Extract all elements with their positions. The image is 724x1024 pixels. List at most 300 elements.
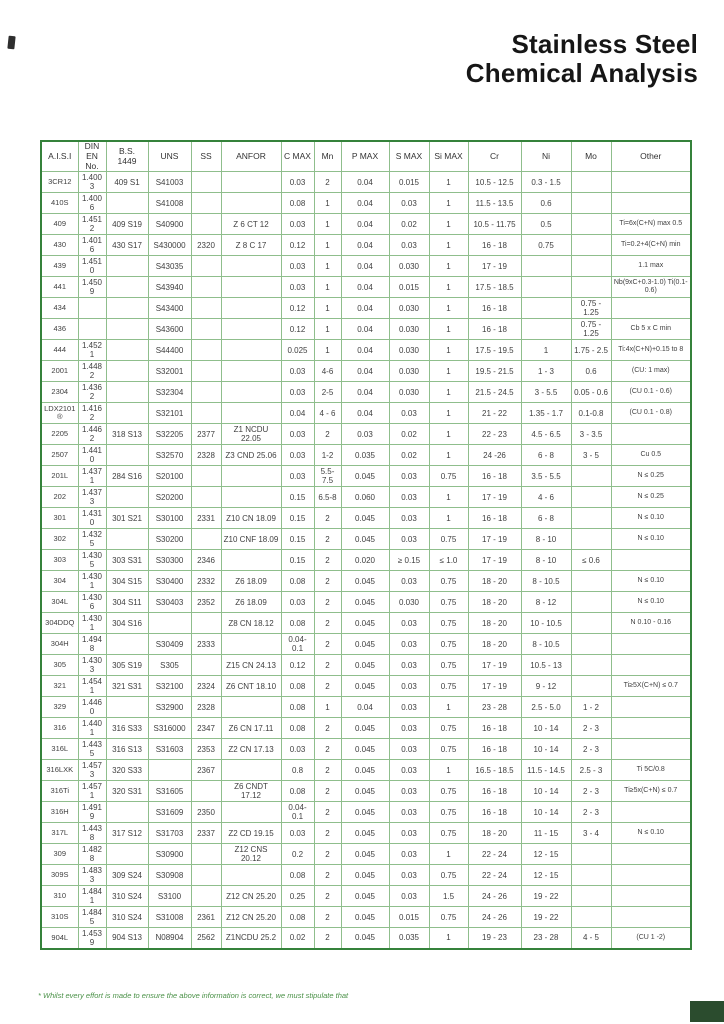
table-cell: 0.03 [389, 655, 429, 676]
table-cell: 0.04 [341, 256, 389, 277]
table-cell: 1.4371 [78, 466, 106, 487]
table-cell [191, 466, 221, 487]
table-cell: 2333 [191, 634, 221, 655]
table-row [41, 403, 691, 424]
table-cell: 8 - 10 [521, 550, 571, 571]
table-cell: 304DDQ [41, 613, 78, 634]
table-cell: 0.08 [281, 193, 314, 214]
table-cell: (CU 0.1 - 0.8) [611, 403, 691, 424]
table-cell: Ti≥5x(C+N) ≤ 0.7 [611, 781, 691, 802]
table-cell: S32570 [148, 445, 191, 466]
table-cell: 1.4305 [78, 550, 106, 571]
table-cell [611, 193, 691, 214]
table-cell: S30200 [148, 529, 191, 550]
table-cell: Z 8 C 17 [221, 235, 281, 256]
table-cell: Z12 CN 25.20 [221, 886, 281, 907]
table-cell: 1.4462 [78, 424, 106, 445]
table-cell: 8 - 12 [521, 592, 571, 613]
page-title [466, 30, 698, 88]
scan-registration-mark [7, 36, 15, 50]
table-cell: 2 [314, 802, 341, 823]
table-cell: 24 - 26 [468, 907, 521, 928]
table-cell: 4 - 5 [571, 928, 611, 949]
column-header: S MAX [389, 141, 429, 172]
table-cell: 0.08 [281, 697, 314, 718]
table-cell: 4 - 6 [314, 403, 341, 424]
page-title-line1: Stainless Steel [511, 29, 698, 59]
table-cell [571, 508, 611, 529]
table-cell: 0.015 [389, 907, 429, 928]
column-header: Cr [468, 141, 521, 172]
table-cell: 0.6 [521, 193, 571, 214]
table-cell: 0.045 [341, 613, 389, 634]
table-cell [106, 298, 148, 319]
table-cell: 16 - 18 [468, 319, 521, 340]
table-cell: 301 S21 [106, 508, 148, 529]
table-cell: 0.03 [389, 676, 429, 697]
table-cell [571, 907, 611, 928]
table-cell [191, 214, 221, 235]
table-cell: 1 [429, 760, 468, 781]
table-cell: 2 [314, 571, 341, 592]
table-cell: 2331 [191, 508, 221, 529]
table-cell: 0.04 [341, 235, 389, 256]
table-cell: 0.045 [341, 718, 389, 739]
table-cell [611, 718, 691, 739]
table-cell: 0.03 [389, 487, 429, 508]
table-cell: 0.75 [429, 865, 468, 886]
table-cell: Z8 CN 18.12 [221, 613, 281, 634]
table-cell: 0.045 [341, 865, 389, 886]
table-cell: 1.4003 [78, 172, 106, 193]
table-cell: S43600 [148, 319, 191, 340]
table-cell: 2 [314, 928, 341, 949]
table-cell: 409 S19 [106, 214, 148, 235]
table-cell: 2 [314, 613, 341, 634]
column-header: Mn [314, 141, 341, 172]
table-cell: 0.04 [341, 697, 389, 718]
table-cell: 329 [41, 697, 78, 718]
table-cell [571, 172, 611, 193]
table-row [41, 571, 691, 592]
table-cell: S31008 [148, 907, 191, 928]
table-body [41, 172, 691, 949]
table-cell: 0.03 [341, 424, 389, 445]
table-cell: S430000 [148, 235, 191, 256]
table-cell: 305 S19 [106, 655, 148, 676]
table-cell: 1.4310 [78, 508, 106, 529]
table-cell: 434 [41, 298, 78, 319]
table-cell: 1 [521, 340, 571, 361]
table-cell: 1 [429, 235, 468, 256]
table-row [41, 235, 691, 256]
column-header: SS [191, 141, 221, 172]
table-cell [106, 361, 148, 382]
table-cell: 2 [314, 424, 341, 445]
table-cell: 1.4521 [78, 340, 106, 361]
table-cell: 10 - 14 [521, 718, 571, 739]
table-cell: 6.5-8 [314, 487, 341, 508]
table-row [41, 550, 691, 571]
table-cell: 304 S16 [106, 613, 148, 634]
table-cell: 0.25 [281, 886, 314, 907]
table-cell: (CU 0.1 - 0.6) [611, 382, 691, 403]
table-cell: 0.045 [341, 907, 389, 928]
table-cell: 1.4841 [78, 886, 106, 907]
table-cell [571, 865, 611, 886]
table-cell: 2328 [191, 697, 221, 718]
table-cell: N ≤ 0.10 [611, 571, 691, 592]
table-cell [611, 802, 691, 823]
table-cell [191, 865, 221, 886]
table-cell: 10 - 14 [521, 802, 571, 823]
table-cell: 16 - 18 [468, 781, 521, 802]
table-cell: 0.15 [281, 529, 314, 550]
table-cell: 409 [41, 214, 78, 235]
table-cell: 1.4325 [78, 529, 106, 550]
table-cell: 0.030 [389, 340, 429, 361]
table-cell: 0.04-0.1 [281, 802, 314, 823]
table-cell: S31605 [148, 781, 191, 802]
column-header: Other [611, 141, 691, 172]
table-cell: 0.045 [341, 529, 389, 550]
table-cell: Ti:4x(C+N)+0.15 to 8 [611, 340, 691, 361]
table-cell [191, 193, 221, 214]
table-cell: 2 [314, 781, 341, 802]
table-row [41, 193, 691, 214]
table-cell: 1.4539 [78, 928, 106, 949]
table-cell: 316LXK [41, 760, 78, 781]
table-cell: 1 [429, 277, 468, 298]
table-cell: 18 - 20 [468, 592, 521, 613]
table-cell: 5.5-7.5 [314, 466, 341, 487]
column-header: UNS [148, 141, 191, 172]
table-cell: 1 [314, 235, 341, 256]
table-cell: 0.03 [281, 172, 314, 193]
table-cell: Z1 NCDU 22.05 [221, 424, 281, 445]
table-cell: 17 - 19 [468, 256, 521, 277]
table-cell: 21.5 - 24.5 [468, 382, 521, 403]
table-cell [611, 886, 691, 907]
table-cell [106, 319, 148, 340]
table-cell: 317L [41, 823, 78, 844]
table-cell: 16 - 18 [468, 466, 521, 487]
table-cell: 1.4303 [78, 655, 106, 676]
table-cell [571, 235, 611, 256]
table-cell: 0.045 [341, 928, 389, 949]
table-cell: 409 S1 [106, 172, 148, 193]
table-cell: 0.03 [389, 571, 429, 592]
table-cell: 1.5 [429, 886, 468, 907]
table-cell: 1 [314, 193, 341, 214]
column-header: A.I.S.I [41, 141, 78, 172]
table-cell: 1 [314, 256, 341, 277]
table-cell: 2377 [191, 424, 221, 445]
table-cell: 2324 [191, 676, 221, 697]
table-cell: 0.035 [341, 445, 389, 466]
table-cell [191, 172, 221, 193]
table-cell: 22 - 24 [468, 865, 521, 886]
table-cell: Z12 CNS 20.12 [221, 844, 281, 865]
table-cell [106, 487, 148, 508]
table-cell: Z3 CND 25.06 [221, 445, 281, 466]
table-cell: 0.75 [429, 676, 468, 697]
table-cell: 430 S17 [106, 235, 148, 256]
table-cell: 1.4828 [78, 844, 106, 865]
table-cell: 316 S13 [106, 739, 148, 760]
table-cell: 284 S16 [106, 466, 148, 487]
table-cell: 1.4301 [78, 613, 106, 634]
table-cell [191, 256, 221, 277]
table-row [41, 781, 691, 802]
table-cell: 1-2 [314, 445, 341, 466]
table-cell: 19 - 22 [521, 886, 571, 907]
table-cell [221, 193, 281, 214]
table-cell: S30400 [148, 571, 191, 592]
table-cell: 1.35 - 1.7 [521, 403, 571, 424]
table-cell: S30100 [148, 508, 191, 529]
table-cell: 439 [41, 256, 78, 277]
table-cell: 2347 [191, 718, 221, 739]
table-cell: 0.75 [429, 613, 468, 634]
table-cell [521, 298, 571, 319]
table-cell: 11.5 - 13.5 [468, 193, 521, 214]
table-cell [611, 550, 691, 571]
table-cell [571, 886, 611, 907]
table-cell: 316 [41, 718, 78, 739]
table-cell: 0.6 [571, 361, 611, 382]
table-cell [611, 655, 691, 676]
table-cell: 2350 [191, 802, 221, 823]
table-cell [191, 277, 221, 298]
table-cell: 2205 [41, 424, 78, 445]
table-cell: 2 [314, 907, 341, 928]
table-cell: 10.5 - 12.5 [468, 172, 521, 193]
table-cell: N ≤ 0.10 [611, 529, 691, 550]
table-cell [571, 529, 611, 550]
table-cell [221, 256, 281, 277]
table-cell: 0.045 [341, 508, 389, 529]
table-cell: S3100 [148, 886, 191, 907]
table-cell: 2 [314, 550, 341, 571]
table-cell: 1.4510 [78, 256, 106, 277]
table-cell: S31609 [148, 802, 191, 823]
column-header: C MAX [281, 141, 314, 172]
table-cell: 0.020 [341, 550, 389, 571]
table-cell [221, 697, 281, 718]
table-cell: 0.045 [341, 844, 389, 865]
table-cell: 18 - 20 [468, 571, 521, 592]
table-cell: 1.4006 [78, 193, 106, 214]
table-row [41, 865, 691, 886]
table-cell: ≥ 0.15 [389, 550, 429, 571]
table-cell: LDX2101® [41, 403, 78, 424]
table-cell: 310 S24 [106, 886, 148, 907]
table-cell: 2 [314, 823, 341, 844]
table-cell [571, 634, 611, 655]
table-row [41, 697, 691, 718]
table-cell: 0.03 [281, 739, 314, 760]
table-cell: 0.75 [429, 802, 468, 823]
table-cell: 0.03 [389, 865, 429, 886]
table-cell: 2.5 - 3 [571, 760, 611, 781]
table-cell: Ti 5C/0.8 [611, 760, 691, 781]
table-cell: 0.1-0.8 [571, 403, 611, 424]
table-row [41, 928, 691, 949]
table-cell: 904L [41, 928, 78, 949]
table-cell: 0.04 [341, 193, 389, 214]
table-cell: 18 - 20 [468, 634, 521, 655]
table-cell: 16 - 18 [468, 739, 521, 760]
table-cell: 18 - 20 [468, 613, 521, 634]
table-cell: 0.75 [429, 592, 468, 613]
table-cell: 1 [314, 214, 341, 235]
table-cell: 1 - 2 [571, 697, 611, 718]
table-cell [106, 403, 148, 424]
table-cell: 0.75 [429, 718, 468, 739]
table-cell: 2.5 - 5.0 [521, 697, 571, 718]
table-cell: 0.03 [281, 277, 314, 298]
table-row [41, 214, 691, 235]
table-cell: 1.4438 [78, 823, 106, 844]
table-cell: 0.08 [281, 865, 314, 886]
table-cell: 23 - 28 [521, 928, 571, 949]
table-cell: 0.030 [389, 592, 429, 613]
table-cell: 310 S24 [106, 907, 148, 928]
table-cell: 1.4948 [78, 634, 106, 655]
table-cell: 2 [314, 172, 341, 193]
table-cell: 0.15 [281, 487, 314, 508]
table-cell [221, 550, 281, 571]
table-cell [221, 466, 281, 487]
table-cell [191, 613, 221, 634]
table-cell [148, 613, 191, 634]
table-cell: 1.1 max [611, 256, 691, 277]
table-cell [611, 697, 691, 718]
table-cell: 2 [314, 529, 341, 550]
table-cell: 0.08 [281, 907, 314, 928]
table-cell: S20100 [148, 466, 191, 487]
table-cell [611, 844, 691, 865]
table-cell: 0.03 [281, 592, 314, 613]
table-cell: 0.060 [341, 487, 389, 508]
table-cell: 22 - 24 [468, 844, 521, 865]
table-cell: 2 [314, 718, 341, 739]
table-cell [571, 256, 611, 277]
table-cell: 0.08 [281, 571, 314, 592]
table-cell: Ti≥5X(C+N) ≤ 0.7 [611, 676, 691, 697]
table-row [41, 256, 691, 277]
table-cell: S30300 [148, 550, 191, 571]
table-cell: N ≤ 0.25 [611, 487, 691, 508]
table-cell: 0.03 [389, 697, 429, 718]
table-cell: 0.045 [341, 781, 389, 802]
table-cell: 304 S11 [106, 592, 148, 613]
table-cell: 0.03 [281, 823, 314, 844]
table-cell: 2-5 [314, 382, 341, 403]
table-cell: Cu 0.5 [611, 445, 691, 466]
table-cell: 2361 [191, 907, 221, 928]
table-cell [611, 865, 691, 886]
table-cell: 1 [314, 697, 341, 718]
table-cell: N ≤ 0.10 [611, 823, 691, 844]
table-cell: N08904 [148, 928, 191, 949]
table-cell: 410S [41, 193, 78, 214]
table-cell: 0.03 [281, 382, 314, 403]
table-cell: 0.08 [281, 718, 314, 739]
table-cell: Z10 CNF 18.09 [221, 529, 281, 550]
table-cell: 0.12 [281, 235, 314, 256]
table-cell: 1 [429, 697, 468, 718]
table-cell: S31603 [148, 739, 191, 760]
table-cell: 0.75 [429, 634, 468, 655]
table-cell: S32900 [148, 697, 191, 718]
table-cell: 17 - 19 [468, 676, 521, 697]
table-cell: 0.04 [341, 403, 389, 424]
table-cell: 16 - 18 [468, 298, 521, 319]
table-cell: 0.12 [281, 298, 314, 319]
table-cell: 904 S13 [106, 928, 148, 949]
table-cell: 4.5 - 6.5 [521, 424, 571, 445]
table-cell: N ≤ 0.25 [611, 466, 691, 487]
table-cell [571, 844, 611, 865]
table-cell: Z12 CN 25.20 [221, 907, 281, 928]
table-cell: 8 - 10 [521, 529, 571, 550]
table-cell: 0.03 [389, 718, 429, 739]
table-cell: 304H [41, 634, 78, 655]
table-cell: 0.045 [341, 466, 389, 487]
table-cell: S20200 [148, 487, 191, 508]
table-cell: S41008 [148, 193, 191, 214]
table-cell: 2332 [191, 571, 221, 592]
table-cell: 0.75 [521, 235, 571, 256]
table-cell: 22 - 23 [468, 424, 521, 445]
table-cell: 24 -26 [468, 445, 521, 466]
table-cell: 0.75 - 1.25 [571, 319, 611, 340]
table-cell: 0.045 [341, 655, 389, 676]
table-cell [221, 277, 281, 298]
table-cell [191, 655, 221, 676]
table-cell: 2001 [41, 361, 78, 382]
table-row [41, 907, 691, 928]
table-cell: 0.75 [429, 466, 468, 487]
table-cell [106, 382, 148, 403]
table-cell: S31703 [148, 823, 191, 844]
table-cell: Z6 CNDT 17.12 [221, 781, 281, 802]
table-cell: 6 - 8 [521, 508, 571, 529]
table-cell: 0.045 [341, 676, 389, 697]
table-cell: 0.03 [389, 802, 429, 823]
table-cell: 10.5 - 11.75 [468, 214, 521, 235]
table-cell: 0.04 [341, 319, 389, 340]
table-cell: 0.045 [341, 886, 389, 907]
table-cell: 16 - 18 [468, 718, 521, 739]
column-header: ANFOR [221, 141, 281, 172]
table-row [41, 760, 691, 781]
table-cell: 0.75 [429, 529, 468, 550]
table-cell: 2 [314, 739, 341, 760]
column-header: Ni [521, 141, 571, 172]
table-cell: 1 [429, 319, 468, 340]
table-cell: 0.02 [281, 928, 314, 949]
table-cell: 17 - 19 [468, 655, 521, 676]
table-cell [191, 487, 221, 508]
table-cell: 0.03 [281, 361, 314, 382]
table-cell: 2367 [191, 760, 221, 781]
table-cell: 0.75 [429, 655, 468, 676]
table-cell [78, 298, 106, 319]
table-row [41, 844, 691, 865]
